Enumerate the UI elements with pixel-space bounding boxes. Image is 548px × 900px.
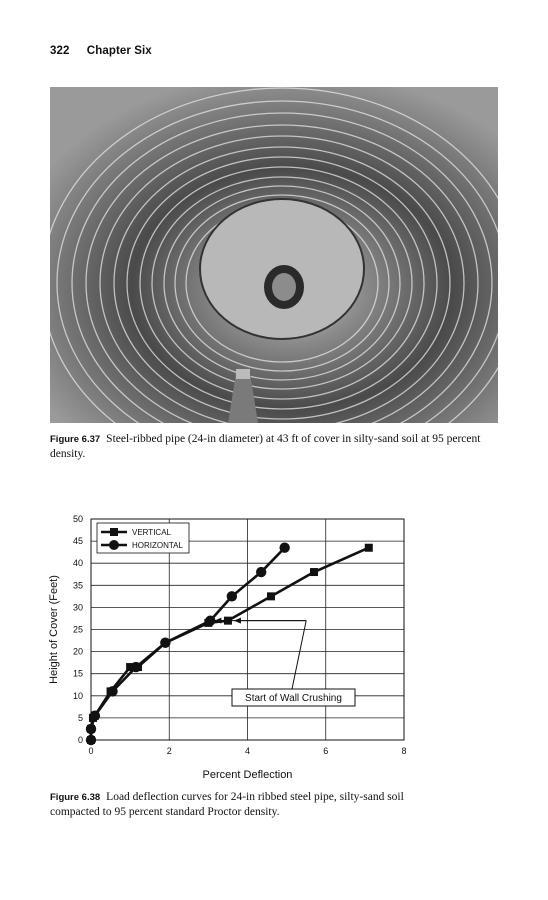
y-tick-0: 0 <box>77 735 83 745</box>
y-axis-title: Height of Cover (Feet) <box>48 575 60 684</box>
pipe-photo <box>50 87 498 423</box>
load-deflection-chart <box>40 510 420 785</box>
y-tick-45: 45 <box>72 536 83 547</box>
running-header <box>50 45 152 57</box>
figure-6-38-text: Load deflection curves for 24-in ribbed steel pipe, silty-sand soil compacted to 95 percent standard Proctor density. <box>50 791 404 818</box>
point-horizontal-8 <box>256 567 266 577</box>
y-tick-10: 10 <box>72 690 83 701</box>
point-horizontal-2 <box>90 710 100 720</box>
figure-6-37-label: Figure 6.37 <box>50 434 101 445</box>
point-vertical-11 <box>310 568 318 576</box>
legend-label-vertical: VERTICAL <box>132 528 171 537</box>
chart-series <box>86 543 373 746</box>
series-line-horizontal <box>91 548 285 740</box>
y-tick-5: 5 <box>77 712 83 723</box>
point-vertical-12 <box>365 544 373 552</box>
y-tick-labels <box>73 514 83 745</box>
annotation-arrowhead-1 <box>234 618 241 624</box>
point-horizontal-9 <box>279 543 289 553</box>
x-tick-2: 2 <box>166 746 172 756</box>
x-tick-0: 0 <box>88 746 94 756</box>
page-number: 322 <box>50 45 70 57</box>
point-vertical-10 <box>267 592 275 600</box>
x-tick-labels <box>88 746 406 756</box>
legend-marker-horizontal <box>109 540 119 550</box>
y-tick-15: 15 <box>72 668 83 679</box>
figure-6-37-caption <box>50 432 500 461</box>
y-tick-50: 50 <box>72 514 83 524</box>
y-tick-30: 30 <box>72 602 83 613</box>
wall-crushing-annotation <box>214 618 355 706</box>
x-tick-4: 4 <box>244 746 251 756</box>
figure-6-38-label: Figure 6.38 <box>50 792 101 803</box>
annotation-leader <box>292 621 306 689</box>
annotation-text: Start of Wall Crushing <box>245 693 342 704</box>
point-horizontal-7 <box>227 591 237 601</box>
x-tick-8: 8 <box>401 746 407 756</box>
y-tick-25: 25 <box>72 624 83 635</box>
chapter-title: Chapter Six <box>86 45 152 57</box>
point-horizontal-0 <box>86 735 96 745</box>
point-horizontal-6 <box>205 615 215 625</box>
y-tick-35: 35 <box>72 580 83 591</box>
legend-label-horizontal: HORIZONTAL <box>132 541 183 550</box>
figure-6-38-caption <box>50 790 430 819</box>
point-horizontal-4 <box>131 662 141 672</box>
x-axis-title: Percent Deflection <box>202 769 293 781</box>
figure-6-37-text: Steel-ribbed pipe (24-in diameter) at 43 ft of cover in silty-sand soil at 95 percent density. <box>50 433 481 460</box>
point-horizontal-3 <box>107 686 117 696</box>
y-tick-40: 40 <box>72 558 83 569</box>
point-horizontal-1 <box>86 724 96 734</box>
point-horizontal-5 <box>160 638 170 648</box>
y-tick-20: 20 <box>72 646 83 657</box>
legend-marker-vertical <box>110 528 118 536</box>
chart-legend <box>97 523 189 553</box>
x-tick-6: 6 <box>323 746 329 756</box>
series-line-vertical <box>91 548 369 740</box>
